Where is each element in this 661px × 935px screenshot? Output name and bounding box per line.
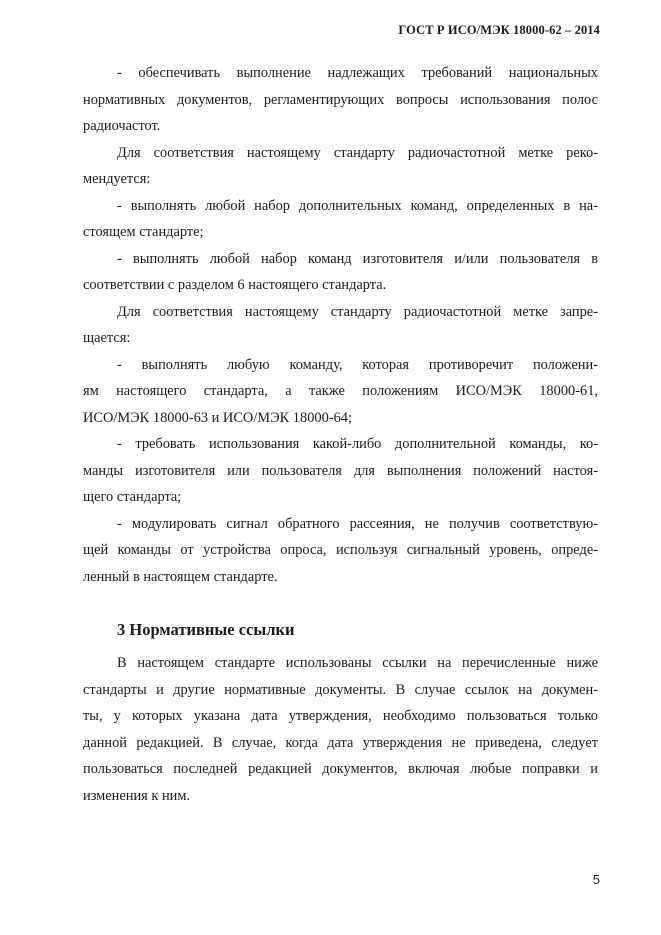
text-line: стоящем стандарте;: [83, 224, 204, 240]
text-line: нормативных документов, регламентирующих вопросы использования полос: [83, 91, 598, 108]
text-line: Для соответствия настоящему стандарту радиочастотной метке реко-: [117, 144, 598, 161]
text-line: ям настоящего стандарта, а также положениям ИСО/МЭК 18000-61,: [83, 383, 598, 399]
text-line: - выполнять любую команду, которая противоречит положени-: [117, 356, 598, 373]
section-body: [83, 650, 598, 809]
document-header: ГОСТ Р ИСО/МЭК 18000-62 – 2014: [398, 23, 600, 37]
text-line: ты, у которых указана дата утверждения, необходимо пользоваться только: [83, 708, 598, 724]
text-line: - выполнять любой набор команд изготовителя и/или пользователя в: [117, 250, 598, 267]
paragraph: [83, 193, 598, 246]
text-line: изменения к ним.: [83, 787, 191, 804]
text-line: - выполнять любой набор дополнительных команд, определенных в на-: [117, 197, 598, 214]
paragraph: [83, 60, 598, 140]
document-body: [83, 60, 598, 590]
paragraph: [83, 140, 598, 193]
text-line: Для соответствия настоящему стандарту радиочастотной метке запре-: [117, 303, 598, 320]
text-line: ленный в настоящем стандарте.: [83, 568, 278, 585]
text-line: щается:: [83, 330, 131, 346]
text-line: - требовать использования какой-либо дополнительной команды, ко-: [117, 436, 598, 452]
paragraph: [83, 352, 598, 432]
page-number: 5: [592, 872, 600, 887]
paragraph: [83, 511, 598, 591]
text-line: пользоваться последней редакцией документов, включая любые поправки и: [83, 761, 598, 777]
text-line: ИСО/МЭК 18000-63 и ИСО/МЭК 18000-64;: [83, 409, 352, 426]
text-line: - обеспечивать выполнение надлежащих требований национальных: [117, 65, 598, 81]
text-line: соответствии с разделом 6 настоящего стандарта.: [83, 277, 387, 293]
text-line: - модулировать сигнал обратного рассеяния, не получив соответствую-: [117, 515, 598, 532]
text-line: В настоящем стандарте использованы ссылки на перечисленные ниже: [117, 655, 598, 671]
text-line: мендуется:: [83, 171, 151, 187]
text-line: стандарты и другие нормативные документы. В случае ссылок на докумен-: [83, 681, 598, 698]
text-line: манды изготовителя или пользователя для выполнения положений настоя-: [83, 462, 598, 479]
paragraph: [83, 431, 598, 511]
paragraph: [83, 299, 598, 352]
text-line: радиочастот.: [83, 118, 161, 134]
text-line: щей команды от устройства опроса, используя сигнальный уровень, опреде-: [83, 542, 598, 558]
text-line: данной редакцией. В случае, когда дата утверждения не приведена, следует: [83, 734, 598, 751]
text-line: щего стандарта;: [83, 489, 182, 505]
paragraph: [83, 246, 598, 299]
section-heading: 3 Нормативные ссылки: [117, 620, 295, 639]
